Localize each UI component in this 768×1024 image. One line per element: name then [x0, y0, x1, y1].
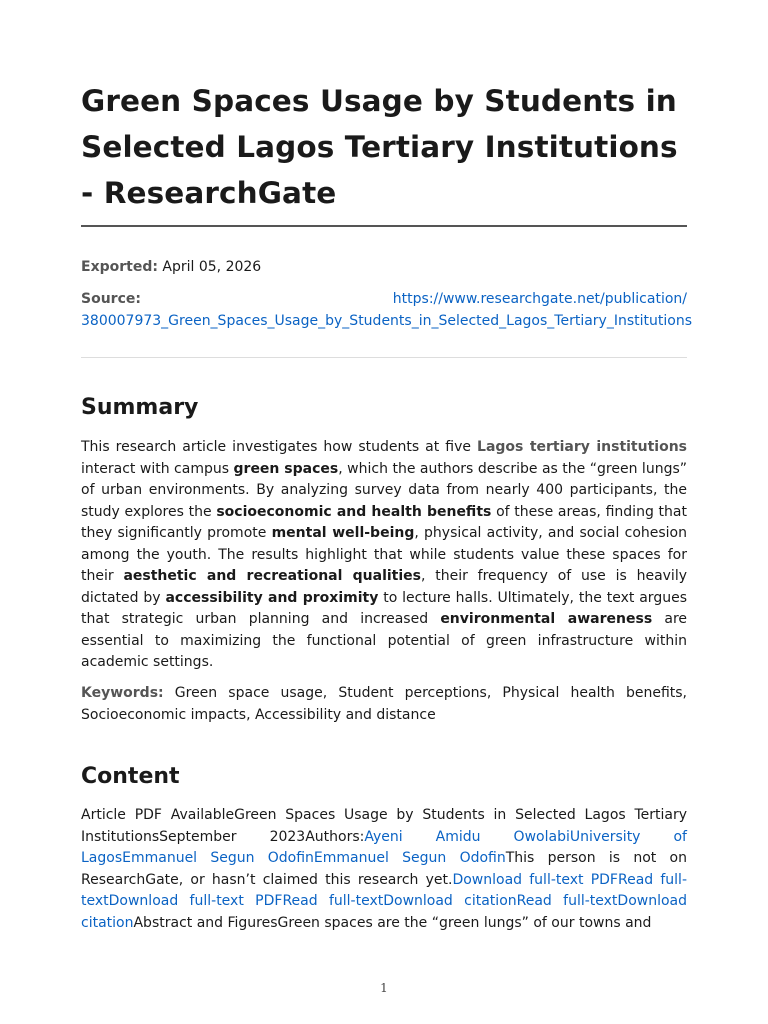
- summary-text: interact with campus: [81, 460, 234, 477]
- content-text: Abstract and FiguresGreen spaces are the “green lungs” of our towns and: [133, 914, 652, 931]
- summary-text: , their frequency of use is heavily dictated by: [81, 568, 687, 606]
- keywords-paragraph: [81, 683, 687, 726]
- authors-link[interactable]: Ayeni Amidu OwolabiUniversity of LagosEmmanuel Segun OdofinEmmanuel Segun Odofin: [81, 828, 687, 866]
- source-url-part1[interactable]: https://www.researchgate.net/publication/: [392, 291, 687, 307]
- download-links[interactable]: Download full-text PDFRead full-textDownload full-text PDFRead full-textDownload citationRead full-textDownload citation: [81, 871, 688, 931]
- summary-text: This research article investigates how students at five: [81, 439, 478, 455]
- summary-bold: green spaces: [233, 460, 339, 477]
- exported-label: Exported:: [81, 259, 158, 275]
- title-divider: [81, 225, 687, 227]
- summary-bold: socioeconomic and health benefits: [216, 503, 492, 520]
- content-paragraph: [81, 805, 687, 934]
- keywords-label: Keywords:: [81, 685, 164, 701]
- keywords-text: Green space usage, Student perceptions, Physical health benefits, Socioeconomic impacts, Accessibility and distance: [81, 685, 687, 723]
- content-text: This person is not on ResearchGate, or hasn’t claimed this research yet.: [81, 850, 687, 888]
- content-heading: Content: [81, 764, 180, 789]
- exported-line: [81, 257, 687, 277]
- summary-paragraph: [81, 437, 687, 674]
- summary-bold: mental well-being: [271, 525, 415, 541]
- document-title: Green Spaces Usage by Students in Selected Lagos Tertiary Institutions - ResearchGate: [81, 84, 678, 210]
- summary-heading: Summary: [81, 395, 199, 420]
- page-number: 1: [380, 981, 388, 995]
- content-text: Article PDF AvailableGreen Spaces Usage by Students in Selected Lagos Tertiary InstitutionsSeptember 2023Authors:: [81, 807, 687, 845]
- summary-text: to lecture halls. Ultimately, the text argues that strategic urban planning and increased: [81, 589, 687, 627]
- source-line: [81, 288, 701, 332]
- source-label: Source:: [81, 291, 141, 307]
- source-url-part2[interactable]: 380007973_Green_Spaces_Usage_by_Students_in_Selected_Lagos_Tertiary_Institutions: [81, 313, 692, 329]
- section-divider: [81, 357, 687, 358]
- summary-bold: accessibility and proximity: [165, 589, 379, 606]
- summary-text: of these areas, finding that they significantly promote: [81, 503, 687, 541]
- summary-bold: aesthetic and recreational qualities: [123, 568, 421, 584]
- summary-text: are essential to maximizing the functional potential of green infrastructure within academic settings.: [81, 611, 688, 670]
- exported-date: April 05, 2026: [162, 259, 262, 275]
- summary-bold: environmental awareness: [440, 611, 653, 627]
- summary-bold: Lagos tertiary institutions: [477, 439, 688, 455]
- summary-text: , physical activity, and social cohesion among the youth. The results highlight that while students value these spaces for their: [81, 525, 687, 584]
- summary-text: , which the authors describe as the “green lungs” of urban environments. By analyzing survey data from nearly 400 participants, the study explores the: [81, 460, 688, 520]
